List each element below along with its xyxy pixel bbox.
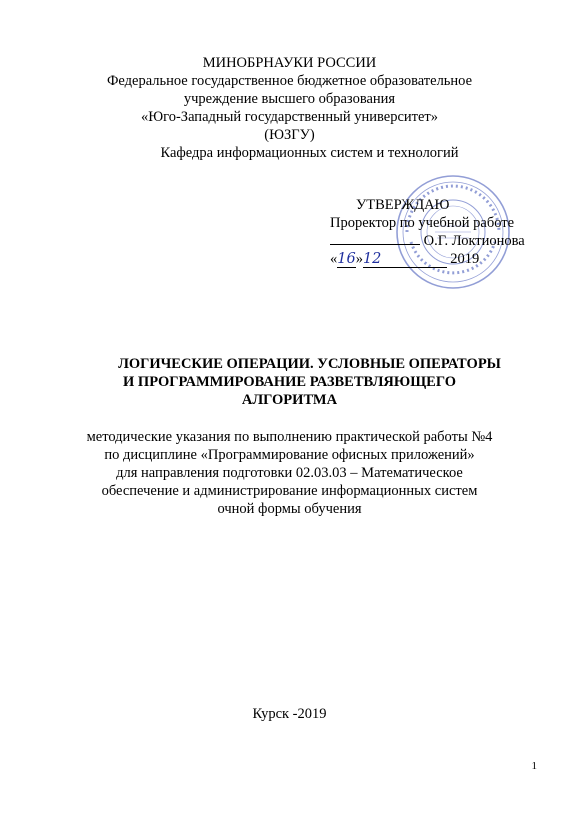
date-quote-open: « — [330, 251, 338, 267]
institution-line-2: учреждение высшего образования — [183, 91, 396, 107]
city-year: Курск -2019 — [252, 706, 327, 722]
approval-title: УТВЕРЖДАЮ — [356, 197, 450, 213]
title-line-3: АЛГОРИТМА — [241, 392, 338, 408]
document-description — [0, 428, 579, 518]
description-line-1: методические указания по выполнению практической работы №4 — [86, 429, 493, 445]
description-line-2: по дисциплине «Программирование офисных приложений» — [104, 447, 475, 463]
description-line-5: очной формы обучения — [217, 501, 362, 517]
department-line: Кафедра информационных систем и технологий — [160, 145, 459, 161]
description-line-4: обеспечение и администрирование информационных систем — [101, 483, 478, 499]
title-line-1: ЛОГИЧЕСКИЕ ОПЕРАЦИИ. УСЛОВНЫЕ ОПЕРАТОРЫ — [118, 356, 501, 372]
page-number: 1 — [531, 760, 537, 772]
approval-signature-line — [330, 232, 550, 250]
institution-line-4: (ЮЗГУ) — [264, 127, 315, 143]
date-underline — [381, 251, 446, 268]
approval-block — [330, 196, 550, 268]
ministry-line: МИНОБРНАУКИ РОССИИ — [202, 55, 377, 71]
document-title — [0, 355, 579, 409]
signature-underline — [330, 232, 420, 245]
institution-header — [0, 54, 579, 162]
title-line-2: И ПРОГРАММИРОВАНИЕ РАЗВЕТВЛЯЮЩЕГО — [123, 374, 456, 390]
description-line-3: для направления подготовки 02.03.03 – Математическое — [116, 465, 463, 481]
institution-line-1: Федеральное государственное бюджетное образовательное — [106, 73, 473, 89]
approval-date — [330, 250, 550, 268]
date-quote-close: » — [355, 251, 363, 267]
institution-line-3: «Юго-Западный государственный университет» — [140, 109, 439, 125]
approver-name: О.Г. Локтионова — [423, 233, 525, 249]
approval-position: Проректор по учебной работе — [330, 215, 515, 231]
date-day: 16 — [337, 251, 356, 267]
date-year: 2019 — [450, 251, 480, 267]
date-month: 12 — [362, 251, 382, 267]
